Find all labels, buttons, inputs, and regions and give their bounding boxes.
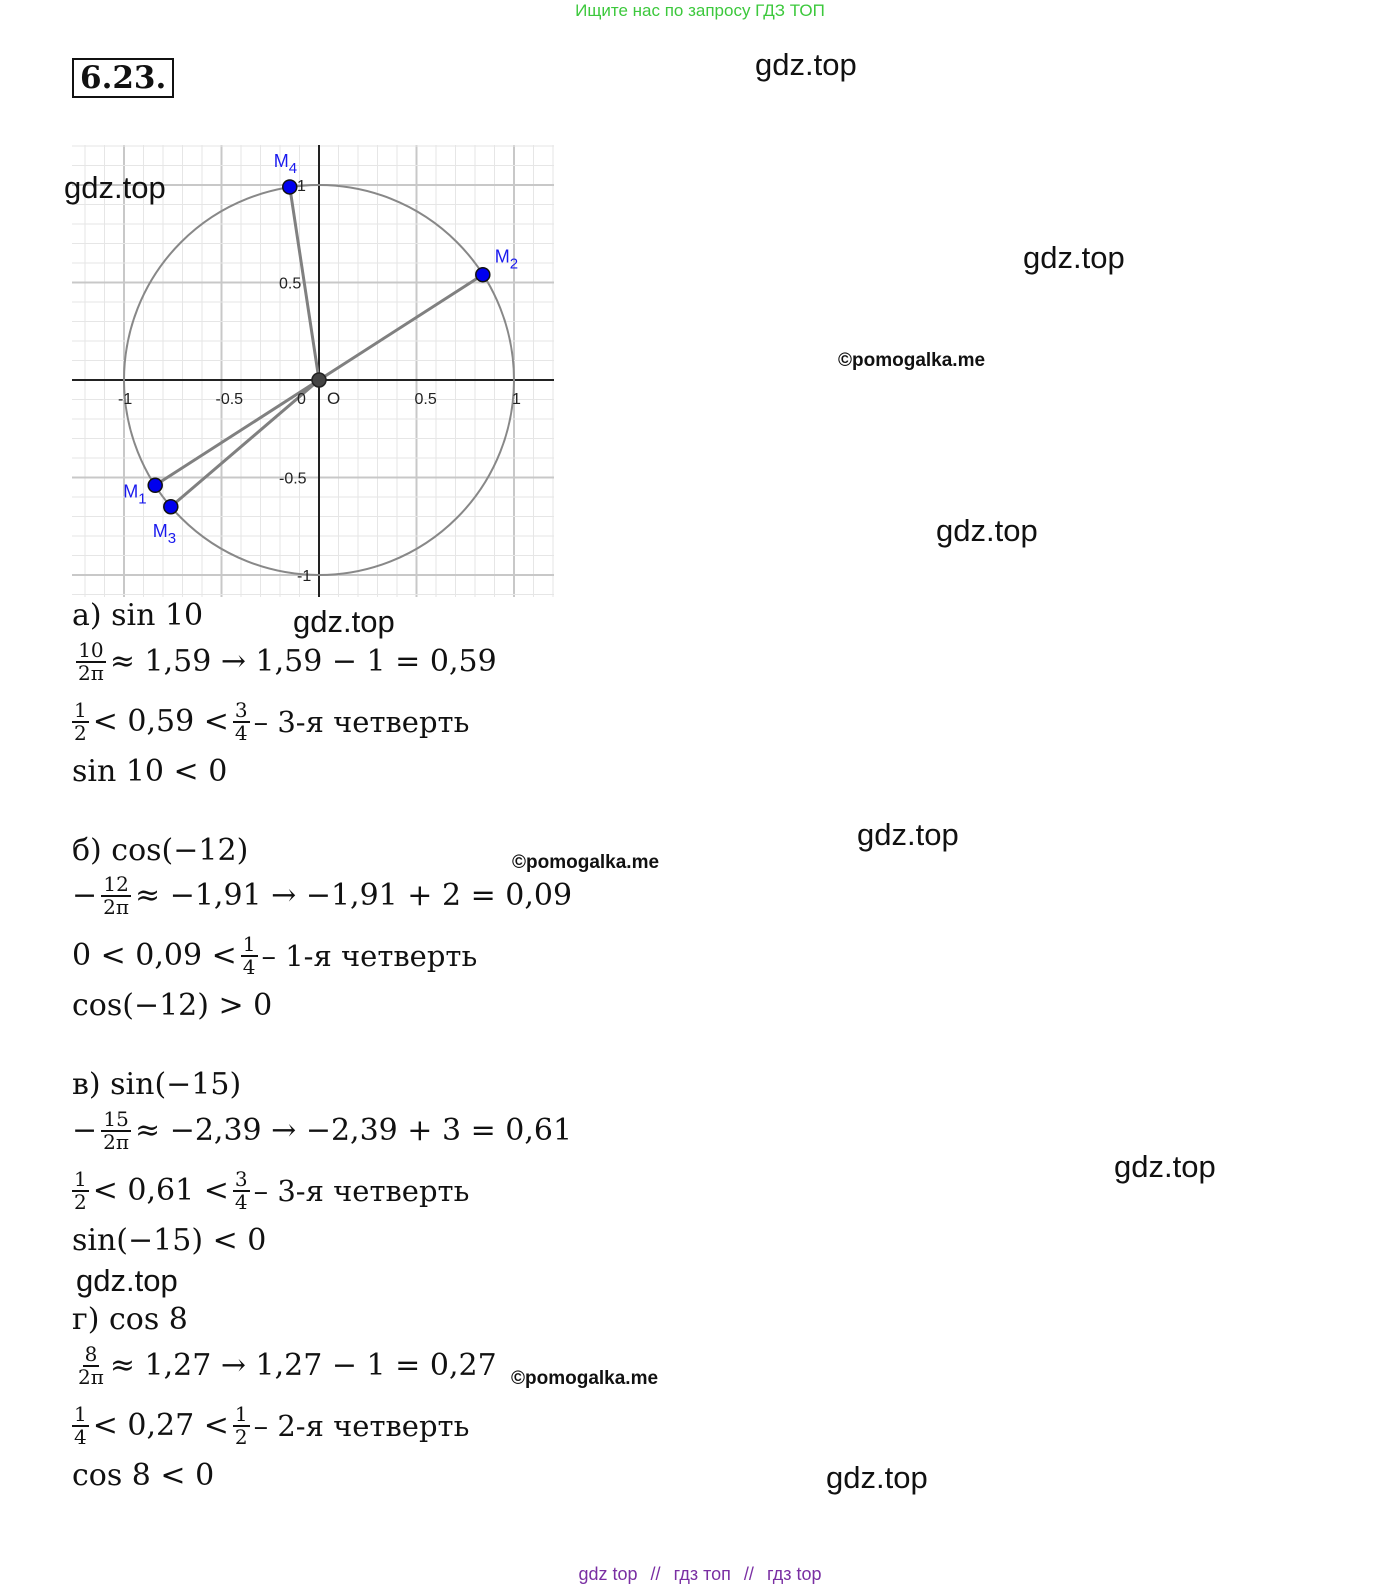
point-label-subscript: 2 — [509, 255, 519, 273]
x-tick-label: -1 — [118, 391, 133, 408]
point-label: $M_3$ — [152, 520, 177, 547]
fraction: $\frac{1}{2}$ — [74, 698, 87, 745]
part-b-result: cos(−12) > 0 — [72, 988, 273, 1023]
point-label-subscript: 3 — [167, 529, 177, 547]
watermark-copyright: ©pomogalka.me — [838, 350, 986, 371]
point-label: $M_1$ — [123, 481, 147, 508]
point-m4 — [283, 180, 297, 194]
part-a-line2: $\frac{1}{2}$ < 0,59 < $\frac{3}{4}$ – 3-я четверть — [74, 698, 470, 745]
fraction: $\frac{1}{4}$ — [242, 932, 256, 979]
fraction: $\frac{12}{2\pi}$ — [103, 872, 130, 919]
fraction: $\frac{3}{4}$ — [234, 1167, 248, 1214]
x-tick-label: 0 — [297, 391, 306, 408]
part-a-result: sin 10 < 0 — [72, 754, 228, 789]
unit-circle-graph — [72, 145, 554, 597]
y-tick-label: -1 — [297, 568, 312, 585]
point-m1 — [148, 478, 162, 492]
point-m3 — [164, 500, 178, 514]
x-tick-label: 0.5 — [414, 391, 437, 408]
watermark-gdz: gdz.top — [936, 513, 1038, 548]
x-tick-label: -0.5 — [215, 391, 244, 408]
watermark-gdz: gdz.top — [76, 1263, 178, 1298]
part-d-line2: $\frac{1}{4}$ < 0,27 < $\frac{1}{2}$ – 2-я четверть — [74, 1402, 470, 1449]
top-banner[interactable]: Ищите нас по запросу ГДЗ ТОП — [575, 1, 825, 20]
part-b-line1: − $\frac{12}{2\pi}$ ≈ −1,91 → −1,91 + 2 = 0,09 — [72, 872, 573, 919]
part-b-title: б) cos(−12) — [72, 833, 249, 868]
fraction: $\frac{1}{2}$ — [234, 1402, 248, 1449]
fraction: $\frac{1}{2}$ — [74, 1167, 87, 1214]
footer-link-gdz-top-mixed[interactable]: гдз top — [766, 1564, 822, 1584]
part-c-result: sin(−15) < 0 — [72, 1223, 267, 1258]
footer-link-gdz-top-ru[interactable]: гдз топ — [673, 1564, 731, 1584]
part-b-line2: 0 < 0,09 < $\frac{1}{4}$ – 1-я четверть — [72, 932, 478, 979]
watermark-gdz: gdz.top — [1114, 1149, 1216, 1184]
part-c-title: в) sin(−15) — [72, 1067, 242, 1102]
x-tick-label: 1 — [512, 391, 521, 408]
watermark-gdz: gdz.top — [755, 47, 857, 82]
origin-point — [312, 373, 326, 387]
part-d-line1: $\frac{8}{2\pi}$ ≈ 1,27 → 1,27 − 1 = 0,27 — [78, 1342, 497, 1389]
part-c-line2: $\frac{1}{2}$ < 0,61 < $\frac{3}{4}$ – 3-я четверть — [74, 1167, 470, 1214]
origin-label: O — [327, 389, 341, 408]
footer-separator: // — [650, 1564, 661, 1584]
watermark-gdz: gdz.top — [64, 170, 166, 205]
fraction: $\frac{8}{2\pi}$ — [78, 1342, 104, 1389]
point-label: $M_2$ — [494, 246, 519, 273]
part-d-title: г) cos 8 — [72, 1302, 188, 1337]
grid — [72, 145, 554, 597]
watermark-gdz: gdz.top — [1023, 240, 1125, 275]
point-m2 — [476, 268, 490, 282]
footer-links — [0, 1563, 1400, 1585]
point-label: $M_4$ — [273, 150, 298, 177]
part-a-line1: $\frac{10}{2\pi}$ ≈ 1,59 → 1,59 − 1 = 0,59 — [78, 638, 497, 685]
watermark-gdz: gdz.top — [293, 604, 395, 639]
y-tick-label: 1 — [297, 178, 306, 195]
watermark-gdz: gdz.top — [857, 817, 959, 852]
part-c-line1: − $\frac{15}{2\pi}$ ≈ −2,39 → −2,39 + 3 = 0,61 — [72, 1107, 573, 1154]
fraction: $\frac{10}{2\pi}$ — [78, 638, 104, 685]
footer-link-gdz-top[interactable]: gdz top — [578, 1564, 638, 1584]
watermark-gdz: gdz.top — [826, 1460, 928, 1495]
fraction: $\frac{1}{4}$ — [74, 1402, 87, 1449]
y-tick-label: -0.5 — [279, 470, 307, 488]
fraction: $\frac{3}{4}$ — [234, 698, 248, 745]
task-number: 6.23. — [72, 58, 174, 98]
watermark-copyright: ©pomogalka.me — [511, 1368, 659, 1389]
footer-separator: // — [743, 1564, 754, 1584]
y-tick-label: 0.5 — [279, 275, 302, 293]
fraction: $\frac{15}{2\pi}$ — [103, 1107, 130, 1154]
axes — [72, 145, 554, 597]
point-label-subscript: 1 — [138, 490, 147, 508]
point-label-subscript: 4 — [288, 159, 298, 177]
part-d-result: cos 8 < 0 — [72, 1458, 215, 1493]
watermark-copyright: ©pomogalka.me — [512, 852, 660, 873]
part-a-title: а) sin 10 — [72, 598, 204, 633]
